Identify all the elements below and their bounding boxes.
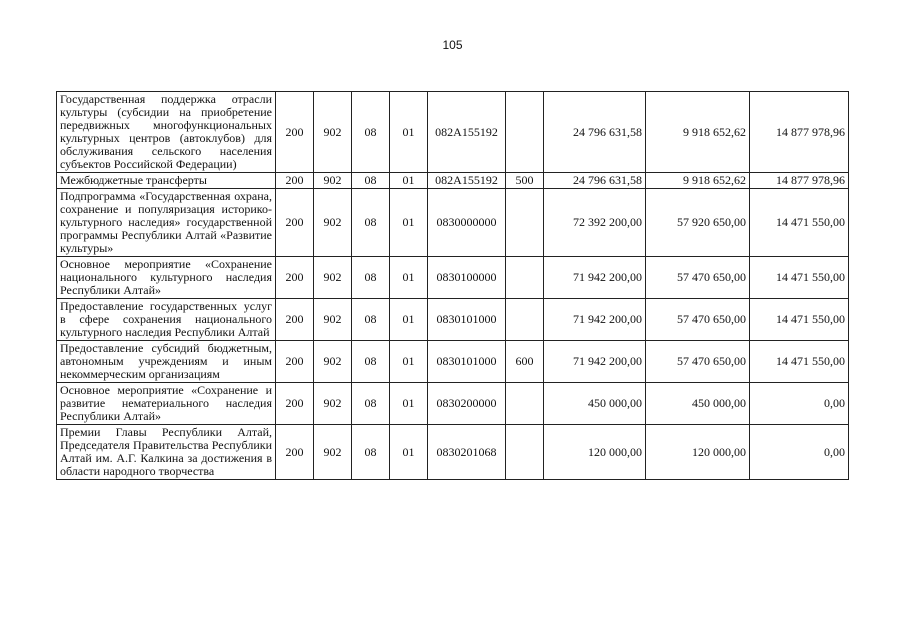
total-amount-cell: 450 000,00 — [544, 383, 646, 425]
subsection-cell: 01 — [390, 383, 428, 425]
expense-type-cell: 500 — [506, 173, 544, 189]
expense-name-cell: Основное мероприятие «Сохранение и развитие нематериального наследия Республики Алтай» — [57, 383, 276, 425]
regional-amount-cell: 14 471 550,00 — [750, 341, 849, 383]
page-number: 105 — [442, 38, 463, 52]
expense-name-cell: Основное мероприятие «Сохранение национального культурного наследия Республики Алтай» — [57, 257, 276, 299]
expense-type-cell: 600 — [506, 341, 544, 383]
table-row — [57, 383, 849, 425]
target-article-cell: 0830101000 — [428, 341, 506, 383]
target-article-cell: 0830000000 — [428, 189, 506, 257]
subsection-cell: 01 — [390, 341, 428, 383]
budget-code-cell: 200 — [276, 257, 314, 299]
ministry-code-cell: 902 — [314, 92, 352, 173]
ministry-code-cell: 902 — [314, 341, 352, 383]
budget-code-cell: 200 — [276, 341, 314, 383]
regional-amount-cell: 14 471 550,00 — [750, 299, 849, 341]
expense-name-cell: Государственная поддержка отрасли культуры (субсидии на приобретение передвижных многофункциональных культурных центров (автоклубов) для обслуживания сельского населения субъектов Российской Федерации) — [57, 92, 276, 173]
target-article-cell: 0830200000 — [428, 383, 506, 425]
ministry-code-cell: 902 — [314, 173, 352, 189]
section-cell: 08 — [352, 189, 390, 257]
table-row — [57, 257, 849, 299]
budget-code-cell: 200 — [276, 92, 314, 173]
total-amount-cell: 120 000,00 — [544, 425, 646, 480]
budget-code-cell: 200 — [276, 383, 314, 425]
federal-amount-cell: 57 920 650,00 — [646, 189, 750, 257]
subsection-cell: 01 — [390, 189, 428, 257]
section-cell: 08 — [352, 173, 390, 189]
budget-code-cell: 200 — [276, 189, 314, 257]
target-article-cell: 082А155192 — [428, 92, 506, 173]
subsection-cell: 01 — [390, 92, 428, 173]
regional-amount-cell: 14 471 550,00 — [750, 189, 849, 257]
expense-name-cell: Предоставление государственных услуг в сфере сохранения национального культурного наследия Республики Алтай — [57, 299, 276, 341]
federal-amount-cell: 57 470 650,00 — [646, 341, 750, 383]
budget-table — [56, 91, 849, 480]
federal-amount-cell: 9 918 652,62 — [646, 92, 750, 173]
total-amount-cell: 71 942 200,00 — [544, 341, 646, 383]
total-amount-cell: 24 796 631,58 — [544, 173, 646, 189]
target-article-cell: 0830201068 — [428, 425, 506, 480]
subsection-cell: 01 — [390, 257, 428, 299]
federal-amount-cell: 120 000,00 — [646, 425, 750, 480]
regional-amount-cell: 14 471 550,00 — [750, 257, 849, 299]
expense-name-cell: Премии Главы Республики Алтай, Председателя Правительства Республики Алтай им. А.Г. Калкина за достижения в области народного творчества — [57, 425, 276, 480]
expense-name-cell: Межбюджетные трансферты — [57, 173, 276, 189]
budget-code-cell: 200 — [276, 425, 314, 480]
ministry-code-cell: 902 — [314, 189, 352, 257]
regional-amount-cell: 0,00 — [750, 425, 849, 480]
expense-name-cell: Подпрограмма «Государственная охрана, сохранение и популяризация историко-культурного наследия» государственной программы Республики Алтай «Развитие культуры» — [57, 189, 276, 257]
expense-type-cell — [506, 383, 544, 425]
table-row — [57, 425, 849, 480]
federal-amount-cell: 57 470 650,00 — [646, 299, 750, 341]
section-cell: 08 — [352, 383, 390, 425]
table-row — [57, 173, 849, 189]
total-amount-cell: 71 942 200,00 — [544, 299, 646, 341]
regional-amount-cell: 0,00 — [750, 383, 849, 425]
regional-amount-cell: 14 877 978,96 — [750, 92, 849, 173]
total-amount-cell: 71 942 200,00 — [544, 257, 646, 299]
table-row — [57, 189, 849, 257]
target-article-cell: 082А155192 — [428, 173, 506, 189]
expense-type-cell — [506, 257, 544, 299]
target-article-cell: 0830100000 — [428, 257, 506, 299]
section-cell: 08 — [352, 92, 390, 173]
federal-amount-cell: 57 470 650,00 — [646, 257, 750, 299]
ministry-code-cell: 902 — [314, 383, 352, 425]
table-row — [57, 299, 849, 341]
total-amount-cell: 24 796 631,58 — [544, 92, 646, 173]
expense-name-cell: Предоставление субсидий бюджетным, автономным учреждениям и иным некоммерческим организациям — [57, 341, 276, 383]
federal-amount-cell: 450 000,00 — [646, 383, 750, 425]
section-cell: 08 — [352, 425, 390, 480]
subsection-cell: 01 — [390, 173, 428, 189]
regional-amount-cell: 14 877 978,96 — [750, 173, 849, 189]
target-article-cell: 0830101000 — [428, 299, 506, 341]
expense-type-cell — [506, 299, 544, 341]
ministry-code-cell: 902 — [314, 425, 352, 480]
subsection-cell: 01 — [390, 299, 428, 341]
table-row — [57, 341, 849, 383]
expense-type-cell — [506, 189, 544, 257]
section-cell: 08 — [352, 341, 390, 383]
section-cell: 08 — [352, 257, 390, 299]
budget-code-cell: 200 — [276, 173, 314, 189]
budget-code-cell: 200 — [276, 299, 314, 341]
ministry-code-cell: 902 — [314, 257, 352, 299]
expense-type-cell — [506, 92, 544, 173]
total-amount-cell: 72 392 200,00 — [544, 189, 646, 257]
table-row — [57, 92, 849, 173]
subsection-cell: 01 — [390, 425, 428, 480]
ministry-code-cell: 902 — [314, 299, 352, 341]
federal-amount-cell: 9 918 652,62 — [646, 173, 750, 189]
expense-type-cell — [506, 425, 544, 480]
section-cell: 08 — [352, 299, 390, 341]
